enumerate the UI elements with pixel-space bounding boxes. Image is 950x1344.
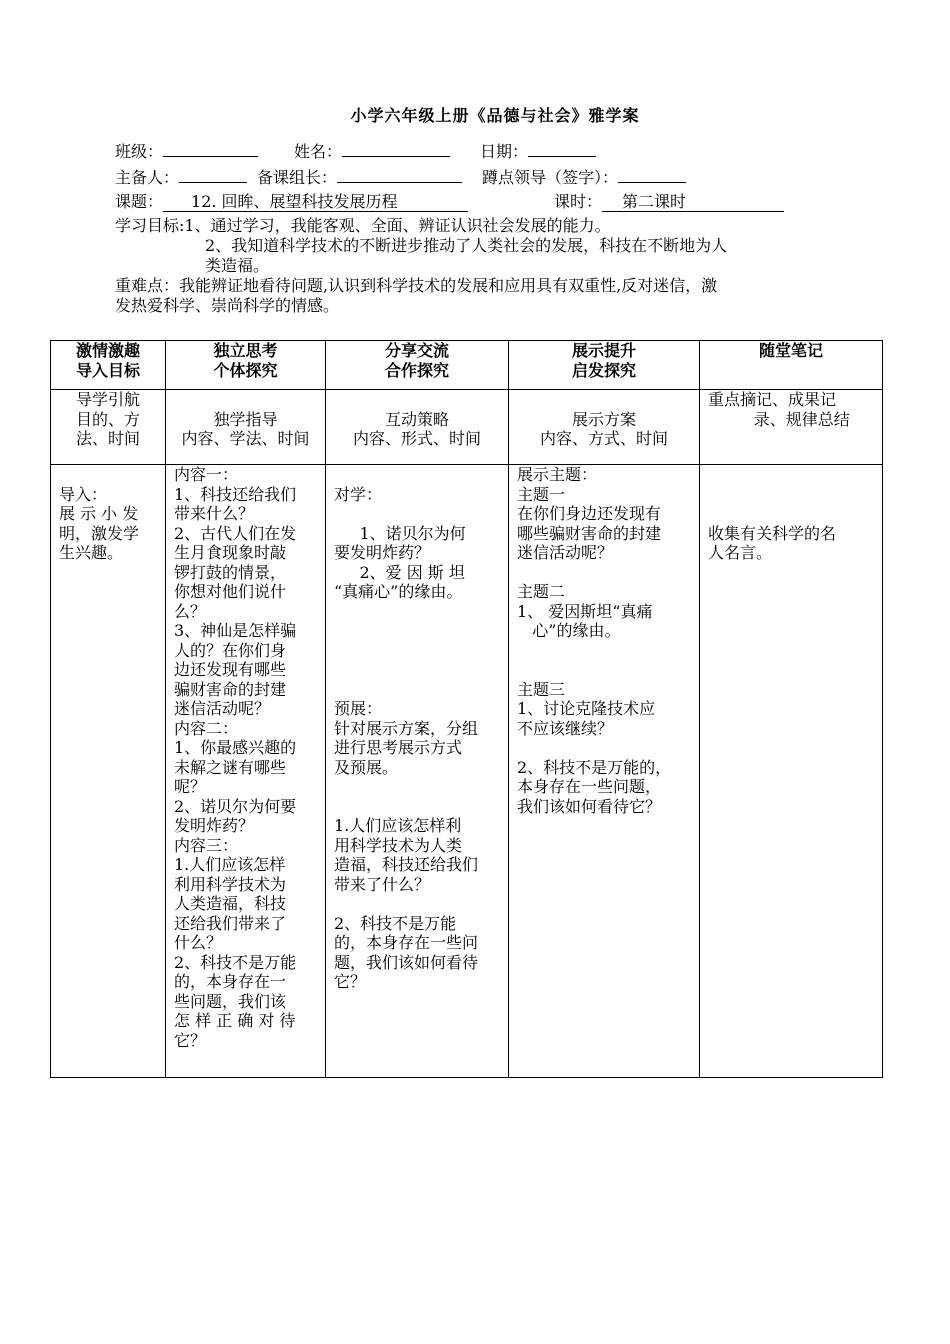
subheader-cell: 导学引航 目的、方 法、时间 (51, 390, 166, 465)
study-plan-table (50, 340, 883, 1078)
content-cell-notes: 收集有关科学的名 人名言。 (700, 465, 883, 1078)
goal-line-1 (115, 216, 611, 235)
content-cell-self-study: 内容一： 1、科技还给我们 带来什么？ 2、古代人们在发 生月食现象时敲 锣打鼓的情景， 你想对他们说什 么？ 3、神仙是怎样骗 人的？在你们身 边还发现有哪些 骗财害命的封建 迷信活动呢？ 内容二： 1、你最感兴趣的 未解之谜有哪些 呢？ 2、诺贝尔为何要 发明炸药？ 内容三： 1.人们应该怎样 利用科学技术为 人类造福，科技 还给我们带来了 什么？ 2、科技不是万能 的，本身存在一 些问题，我们该 怎 样 正 确 对 待 它？ (166, 465, 326, 1078)
info-row-1 (115, 140, 596, 161)
table-content-row (51, 465, 883, 1078)
table-subheader-row (51, 390, 883, 465)
goals-label: 学习目标: (115, 216, 185, 235)
header-cell: 展示提升 启发探究 (509, 341, 700, 390)
period-value: 第二课时 (602, 192, 784, 212)
name-label: 姓名： (294, 142, 343, 161)
header-cell: 激情激趣 导入目标 (51, 341, 166, 390)
page-title: 小学六年级上册《品德与社会》雅学案 (350, 106, 640, 125)
class-label: 班级： (115, 142, 164, 161)
topic-label: 课题： (115, 192, 164, 211)
header-cell: 独立思考 个体探究 (166, 341, 326, 390)
preparer-field[interactable] (179, 166, 247, 183)
period-label: 课时： (554, 192, 603, 211)
name-field[interactable] (342, 140, 450, 157)
header-cell: 分享交流 合作探究 (326, 341, 509, 390)
subheader-cell: 重点摘记、成果记 录、规律总结 (700, 390, 883, 465)
content-cell-intro: 导入： 展 示 小 发 明，激发学 生兴趣。 (51, 465, 166, 1078)
content-cell-presentation: 展示主题： 主题一 在你们身边还发现有 哪些骗财害命的封建 迷信活动呢？ 主题二 1、 爱因斯坦“真痛 心”的缘由。 主题三 1、讨论克隆技术应 不应该继续？ 2、科技不是万能的， 本身存在一些问题， 我们该如何看待它？ (509, 465, 700, 1078)
group-leader-field[interactable] (337, 166, 462, 183)
supervisor-signature-field[interactable] (618, 166, 686, 183)
supervisor-label: 蹲点领导（签字）： (482, 168, 619, 187)
info-row-3 (115, 192, 784, 212)
subheader-cell: 独学指导 内容、学法、时间 (166, 390, 326, 465)
subheader-cell: 展示方案 内容、方式、时间 (509, 390, 700, 465)
header-cell: 随堂笔记 (700, 341, 883, 390)
difficulty-line-2: 发热爱科学、崇尚科学的情感。 (115, 296, 340, 315)
goal-2-cont: 类造福。 (205, 256, 270, 275)
group-leader-label: 备课组长： (257, 168, 338, 187)
info-row-2 (115, 166, 686, 187)
goal-1: 1、通过学习，我能客观、全面、辨证认识社会发展的能力。 (184, 216, 611, 235)
preparer-label: 主备人： (115, 168, 180, 187)
difficulty-line-1: 重难点：我能辨证地看待问题,认识到科学技术的发展和应用具有双重性,反对迷信，激 (115, 276, 718, 295)
table-header-row (51, 341, 883, 390)
topic-value: 12. 回眸、展望科技发展历程 (163, 192, 468, 212)
date-label: 日期： (480, 142, 529, 161)
content-cell-interaction: 对学： 1、诺贝尔为何 要发明炸药？ 2、爱 因 斯 坦 “真痛心”的缘由。 预展： 针对展示方案，分组 进行思考展示方式 及预展。 1.人们应该怎样利 用科学技术为人类 造福，科技还给我们 带来了什么？ 2、科技不是万能 的，本身存在一些问 题，我们该如何看待 它？ (326, 465, 509, 1078)
subheader-cell: 互动策略 内容、形式、时间 (326, 390, 509, 465)
date-field[interactable] (528, 140, 596, 157)
class-field[interactable] (163, 140, 258, 157)
goal-2: 2、我知道科学技术的不断进步推动了人类社会的发展，科技在不断地为人 (205, 236, 728, 255)
